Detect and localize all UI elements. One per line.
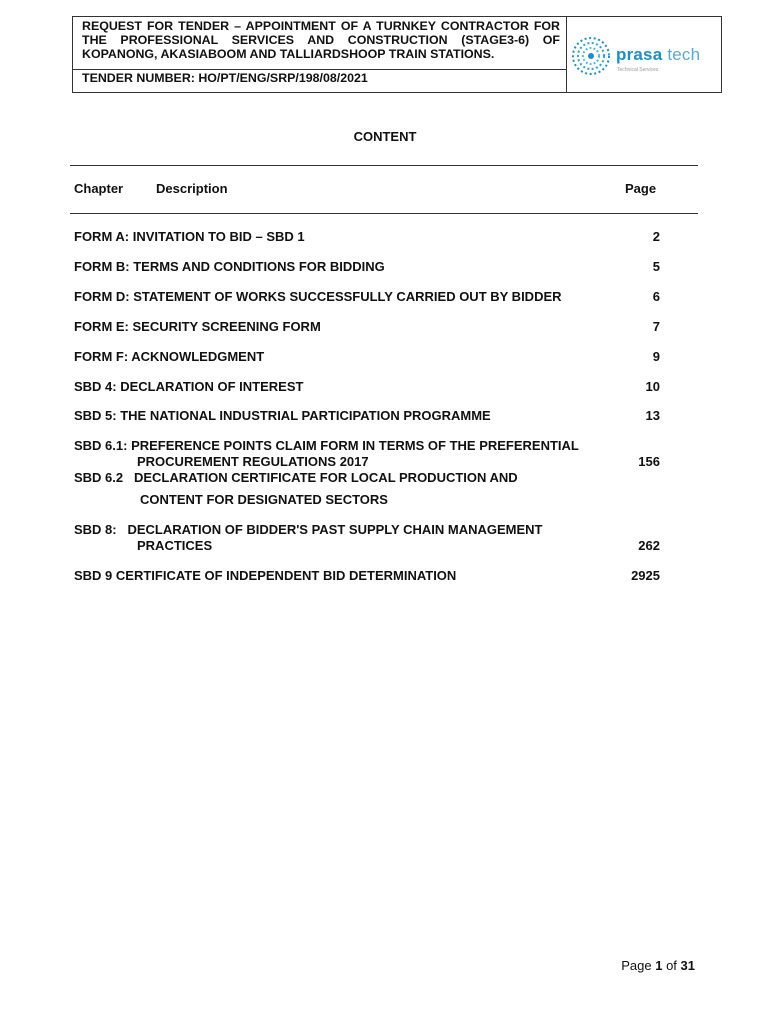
toc-entry-page: 7 [652, 319, 660, 334]
tender-number: TENDER NUMBER: HO/PT/ENG/SRP/198/08/2021 [82, 71, 368, 85]
toc-entry-title: SBD 5: THE NATIONAL INDUSTRIAL PARTICIPATION PROGRAMME [74, 408, 491, 423]
footer-page-sep: of [666, 958, 677, 973]
logo-wordmark [616, 45, 700, 65]
toc-entry-title: FORM B: TERMS AND CONDITIONS FOR BIDDING [74, 259, 385, 274]
toc-entry-title-line2: PRACTICES [137, 538, 213, 553]
toc-entry-title [74, 438, 579, 470]
content-heading: CONTENT [353, 129, 417, 144]
logo-brand-thin: tech [667, 45, 701, 64]
footer-page-current: 1 [655, 958, 663, 973]
col-description-header: Description [156, 181, 228, 196]
toc-entry-page: 6 [652, 289, 660, 304]
toc-entry-title: FORM A: INVITATION TO BID – SBD 1 [74, 229, 305, 244]
toc-entry-sbd-6-1[interactable] [74, 438, 660, 470]
footer-page-prefix: Page [621, 958, 652, 973]
toc-entry-title: FORM E: SECURITY SCREENING FORM [74, 319, 321, 334]
toc-header-rule [70, 213, 698, 214]
tender-title: REQUEST FOR TENDER – APPOINTMENT OF A TURNKEY CONTRACTOR FOR THE PROFESSIONAL SERVICES AND CONSTRUCTION (STAGE3-6) OF KOPANONG, AKASIABOOM AND TALLIARDSHOOP TRAIN STATIONS. [82, 19, 560, 61]
toc-entry-title-line1: SBD 6.1: PREFERENCE POINTS CLAIM FORM IN TERMS OF THE PREFERENTIAL [74, 438, 579, 453]
header-divider [73, 69, 566, 70]
footer-page-total: 31 [680, 958, 695, 973]
logo-mark-icon [570, 35, 612, 77]
toc-entry-title-line2: CONTENT FOR DESIGNATED SECTORS [140, 492, 388, 507]
logo-tagline: Technical Services [617, 67, 659, 73]
page-footer [621, 958, 695, 973]
toc-entry-page: 9 [652, 349, 660, 364]
toc-entry-title-line1: SBD 8: DECLARATION OF BIDDER'S PAST SUPPLY CHAIN MANAGEMENT [74, 522, 543, 537]
toc-entry-title-line2: PROCUREMENT REGULATIONS 2017 [137, 454, 369, 469]
toc-entry-sbd-8[interactable] [74, 522, 660, 554]
toc-entry-sbd-6-2[interactable] [74, 470, 660, 506]
toc-entry-title: FORM F: ACKNOWLEDGMENT [74, 349, 265, 364]
toc-entry-title [74, 470, 518, 508]
col-chapter-header: Chapter [74, 181, 124, 196]
toc-entry-title: SBD 9 CERTIFICATE OF INDEPENDENT BID DETERMINATION [74, 568, 457, 583]
toc-entry-title: FORM D: STATEMENT OF WORKS SUCCESSFULLY CARRIED OUT BY BIDDER [74, 289, 562, 304]
toc-entry-page: 5 [652, 259, 660, 274]
prasa-tech-logo [570, 29, 720, 81]
toc-entry-title-line1: SBD 6.2 DECLARATION CERTIFICATE FOR LOCAL PRODUCTION AND [74, 470, 518, 485]
header-left-cell [73, 17, 567, 92]
toc-top-rule [70, 165, 698, 166]
toc-entry-page: 2 [652, 229, 660, 244]
toc-entry-title: SBD 4: DECLARATION OF INTEREST [74, 379, 304, 394]
toc-entry-page: 10 [645, 379, 660, 394]
toc-entry-page: 156 [638, 454, 660, 469]
header-box [72, 16, 722, 93]
toc-entry-title [74, 522, 542, 554]
logo-brand-bold: prasa [616, 45, 663, 64]
col-page-header: Page [625, 181, 657, 196]
toc-entry-page: 262 [638, 538, 660, 553]
toc-entry-page: 13 [645, 408, 660, 423]
toc-entry-page: 2925 [631, 568, 660, 583]
